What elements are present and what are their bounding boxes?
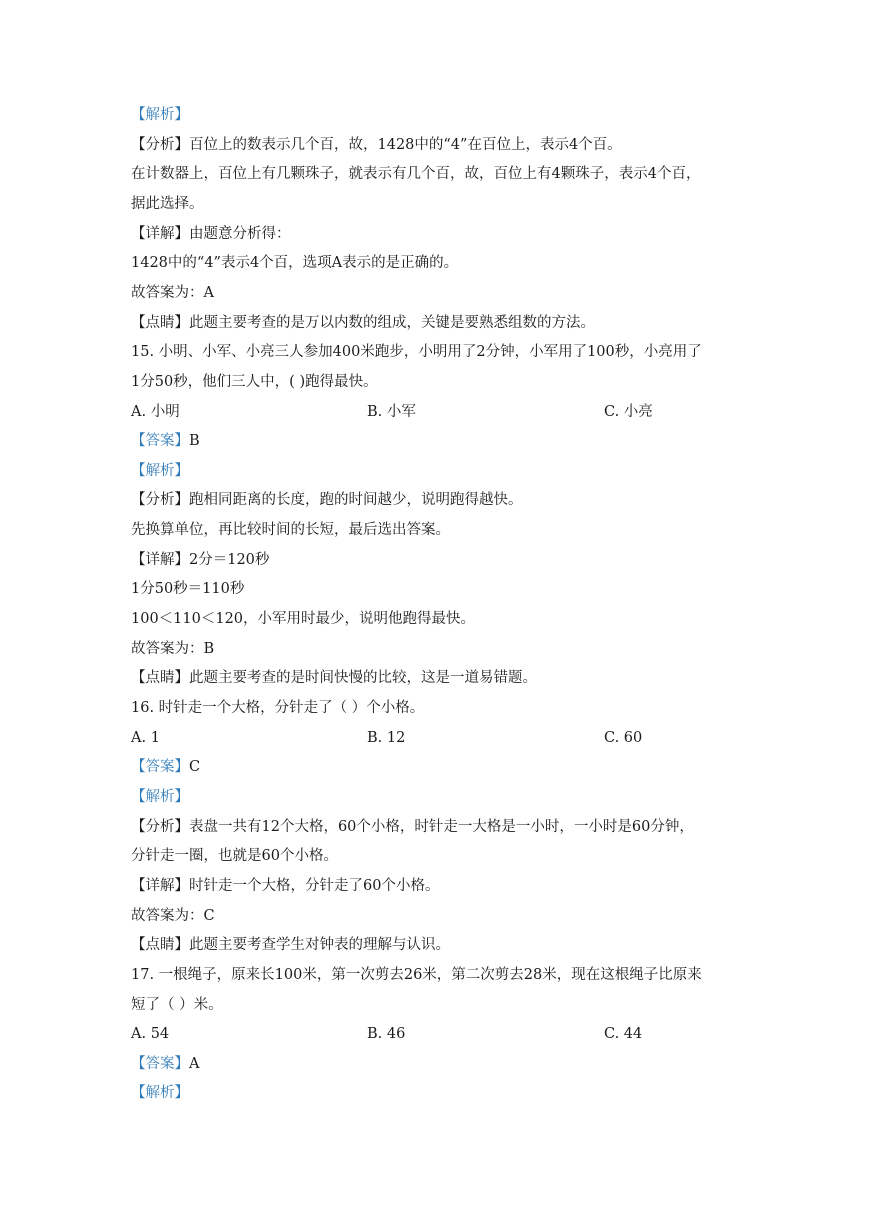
line-text: 【点睛】此题主要考查的是万以内数的组成，关键是要熟悉组数的方法。 <box>131 315 595 331</box>
text-line <box>131 609 751 629</box>
section-tag: 【解析】 <box>131 107 189 123</box>
text-line <box>131 906 751 926</box>
text-line <box>131 431 751 451</box>
option-a: A. 54 <box>131 1026 170 1042</box>
line-text: B <box>189 433 200 449</box>
line-text: 故答案为：B <box>131 641 215 657</box>
text-line <box>131 253 751 273</box>
line-text: 16. 时针走一个大格，分针走了（ ）个小格。 <box>131 700 425 716</box>
line-text: 100＜110＜120，小军用时最少，说明他跑得最快。 <box>131 611 476 627</box>
line-text: 15. 小明、小军、小亮三人参加400米跑步，小明用了2分钟，小军用了100秒，小亮用了 <box>131 344 702 360</box>
text-line <box>131 698 751 718</box>
text-line <box>131 1054 751 1074</box>
text-line <box>131 757 751 777</box>
section-tag: 【解析】 <box>131 1085 189 1101</box>
line-text: 【点睛】此题主要考查的是时间快慢的比较，这是一道易错题。 <box>131 670 537 686</box>
text-line <box>131 846 751 866</box>
text-line <box>131 550 751 570</box>
text-line <box>131 817 751 837</box>
line-text: 【详解】2分＝120秒 <box>131 552 270 568</box>
section-tag: 【解析】 <box>131 789 189 805</box>
line-text: 【分析】跑相同距离的长度，跑的时间越少，说明跑得越快。 <box>131 492 523 508</box>
text-line <box>131 520 751 540</box>
line-text: 1分50秒＝110秒 <box>131 581 245 597</box>
text-line <box>131 283 751 303</box>
line-text: 【详解】时针走一个大格，分针走了60个小格。 <box>131 878 440 894</box>
option-c: C. 44 <box>604 1026 643 1042</box>
line-text: 故答案为：C <box>131 908 215 924</box>
text-line <box>131 876 751 896</box>
option-b: B. 12 <box>367 730 406 746</box>
line-text: 【分析】表盘一共有12个大格，60个小格，时针走一大格是一小时，一小时是60分钟， <box>131 819 694 835</box>
section-tag: 【答案】 <box>131 759 189 775</box>
line-text: 故答案为：A <box>131 285 214 301</box>
line-text: 1分50秒，他们三人中，( )跑得最快。 <box>131 374 378 390</box>
text-line <box>131 105 751 125</box>
option-a: A. 1 <box>131 730 160 746</box>
text-line <box>131 579 751 599</box>
line-text: 【分析】百位上的数表示几个百，故，1428中的“4”在百位上，表示4个百。 <box>131 137 622 153</box>
line-text: 17. 一根绳子，原来长100米，第一次剪去26米，第二次剪去28米，现在这根绳子比原来 <box>131 967 702 983</box>
section-tag: 【答案】 <box>131 1056 189 1072</box>
line-text: 先换算单位，再比较时间的长短，最后选出答案。 <box>131 522 450 538</box>
text-line <box>131 461 751 481</box>
line-text: 分针走一圈，也就是60个小格。 <box>131 848 338 864</box>
text-line <box>131 164 751 184</box>
section-tag: 【解析】 <box>131 463 189 479</box>
text-line <box>131 995 751 1015</box>
text-line <box>131 372 751 392</box>
option-a: A. 小明 <box>131 404 180 420</box>
text-line <box>131 194 751 214</box>
text-line <box>131 224 751 244</box>
option-b: B. 46 <box>367 1026 406 1042</box>
line-text: 1428中的“4”表示4个百，选项A表示的是正确的。 <box>131 255 459 271</box>
line-text: A <box>189 1056 200 1072</box>
text-line <box>131 935 751 955</box>
line-text: C <box>189 759 201 775</box>
text-line <box>131 135 751 155</box>
text-line <box>131 490 751 510</box>
option-c: C. 60 <box>604 730 643 746</box>
text-line <box>131 787 751 807</box>
option-b: B. 小军 <box>367 404 416 420</box>
text-line <box>131 965 751 985</box>
line-text: 【详解】由题意分析得： <box>131 226 291 242</box>
line-text: 在计数器上，百位上有几颗珠子，就表示有几个百，故，百位上有4颗珠子，表示4个百， <box>131 166 701 182</box>
text-line <box>131 342 751 362</box>
text-line <box>131 1083 751 1103</box>
line-text: 据此选择。 <box>131 196 204 212</box>
text-line <box>131 668 751 688</box>
section-tag: 【答案】 <box>131 433 189 449</box>
option-c: C. 小亮 <box>604 404 653 420</box>
line-text: 短了（ ）米。 <box>131 997 223 1013</box>
text-line <box>131 313 751 333</box>
text-line <box>131 639 751 659</box>
line-text: 【点睛】此题主要考查学生对钟表的理解与认识。 <box>131 937 450 953</box>
